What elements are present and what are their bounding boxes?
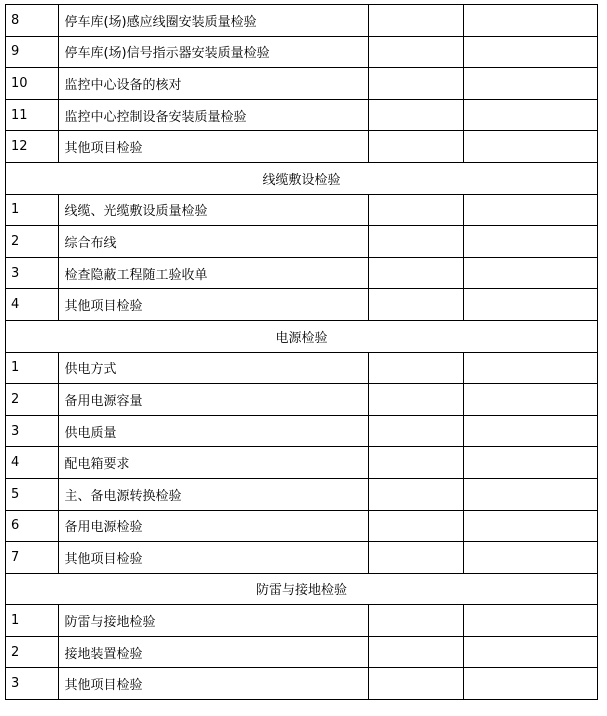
row-number: 8 xyxy=(6,5,59,37)
table-row xyxy=(6,478,598,510)
inspection-item: 其他项目检验 xyxy=(59,289,369,321)
section-header-row xyxy=(6,573,598,605)
section-title: 防雷与接地检验 xyxy=(6,573,598,605)
table-body xyxy=(6,5,598,700)
remark-cell xyxy=(463,636,597,668)
row-number: 6 xyxy=(6,510,59,542)
row-number: 1 xyxy=(6,605,59,637)
remark-cell xyxy=(463,605,597,637)
table-row xyxy=(6,257,598,289)
table-row xyxy=(6,542,598,574)
result-cell xyxy=(369,131,464,163)
remark-cell xyxy=(463,352,597,384)
row-number: 4 xyxy=(6,289,59,321)
table-row xyxy=(6,194,598,226)
table-row xyxy=(6,99,598,131)
row-number: 10 xyxy=(6,68,59,100)
table-row xyxy=(6,5,598,37)
row-number: 3 xyxy=(6,415,59,447)
remark-cell xyxy=(463,68,597,100)
section-title: 电源检验 xyxy=(6,320,598,352)
remark-cell xyxy=(463,510,597,542)
inspection-item: 监控中心设备的核对 xyxy=(59,68,369,100)
row-number: 2 xyxy=(6,636,59,668)
inspection-item: 综合布线 xyxy=(59,226,369,258)
table-row xyxy=(6,352,598,384)
inspection-item: 停车库(场)信号指示器安装质量检验 xyxy=(59,36,369,68)
remark-cell xyxy=(463,5,597,37)
row-number: 12 xyxy=(6,131,59,163)
result-cell xyxy=(369,636,464,668)
row-number: 5 xyxy=(6,478,59,510)
result-cell xyxy=(369,226,464,258)
inspection-item: 供电质量 xyxy=(59,415,369,447)
table-row xyxy=(6,447,598,479)
inspection-item: 供电方式 xyxy=(59,352,369,384)
remark-cell xyxy=(463,478,597,510)
table-row xyxy=(6,131,598,163)
row-number: 7 xyxy=(6,542,59,574)
result-cell xyxy=(369,605,464,637)
inspection-checklist-table xyxy=(5,4,598,700)
remark-cell xyxy=(463,447,597,479)
table-row xyxy=(6,636,598,668)
table-row xyxy=(6,510,598,542)
remark-cell xyxy=(463,36,597,68)
inspection-item: 监控中心控制设备安装质量检验 xyxy=(59,99,369,131)
result-cell xyxy=(369,352,464,384)
remark-cell xyxy=(463,257,597,289)
remark-cell xyxy=(463,289,597,321)
inspection-item: 停车库(场)感应线圈安装质量检验 xyxy=(59,5,369,37)
row-number: 1 xyxy=(6,352,59,384)
inspection-item: 备用电源容量 xyxy=(59,384,369,416)
result-cell xyxy=(369,447,464,479)
inspection-item: 主、备电源转换检验 xyxy=(59,478,369,510)
result-cell xyxy=(369,668,464,700)
result-cell xyxy=(369,99,464,131)
section-header-row xyxy=(6,162,598,194)
table-row xyxy=(6,415,598,447)
inspection-item: 备用电源检验 xyxy=(59,510,369,542)
table-row xyxy=(6,36,598,68)
inspection-item: 防雷与接地检验 xyxy=(59,605,369,637)
section-title: 线缆敷设检验 xyxy=(6,162,598,194)
remark-cell xyxy=(463,542,597,574)
result-cell xyxy=(369,415,464,447)
table-row xyxy=(6,668,598,700)
inspection-item: 其他项目检验 xyxy=(59,668,369,700)
inspection-item: 其他项目检验 xyxy=(59,131,369,163)
remark-cell xyxy=(463,131,597,163)
result-cell xyxy=(369,68,464,100)
remark-cell xyxy=(463,415,597,447)
result-cell xyxy=(369,542,464,574)
inspection-item: 线缆、光缆敷设质量检验 xyxy=(59,194,369,226)
table-row xyxy=(6,384,598,416)
section-header-row xyxy=(6,320,598,352)
row-number: 11 xyxy=(6,99,59,131)
row-number: 3 xyxy=(6,257,59,289)
result-cell xyxy=(369,510,464,542)
table-row xyxy=(6,226,598,258)
row-number: 1 xyxy=(6,194,59,226)
inspection-item: 检查隐蔽工程随工验收单 xyxy=(59,257,369,289)
result-cell xyxy=(369,36,464,68)
remark-cell xyxy=(463,668,597,700)
row-number: 4 xyxy=(6,447,59,479)
remark-cell xyxy=(463,99,597,131)
row-number: 2 xyxy=(6,384,59,416)
remark-cell xyxy=(463,226,597,258)
remark-cell xyxy=(463,384,597,416)
table-row xyxy=(6,605,598,637)
result-cell xyxy=(369,289,464,321)
result-cell xyxy=(369,194,464,226)
inspection-item: 配电箱要求 xyxy=(59,447,369,479)
remark-cell xyxy=(463,194,597,226)
table-row xyxy=(6,68,598,100)
row-number: 9 xyxy=(6,36,59,68)
table-row xyxy=(6,289,598,321)
inspection-item: 其他项目检验 xyxy=(59,542,369,574)
result-cell xyxy=(369,257,464,289)
row-number: 2 xyxy=(6,226,59,258)
inspection-item: 接地装置检验 xyxy=(59,636,369,668)
result-cell xyxy=(369,5,464,37)
result-cell xyxy=(369,384,464,416)
row-number: 3 xyxy=(6,668,59,700)
result-cell xyxy=(369,478,464,510)
